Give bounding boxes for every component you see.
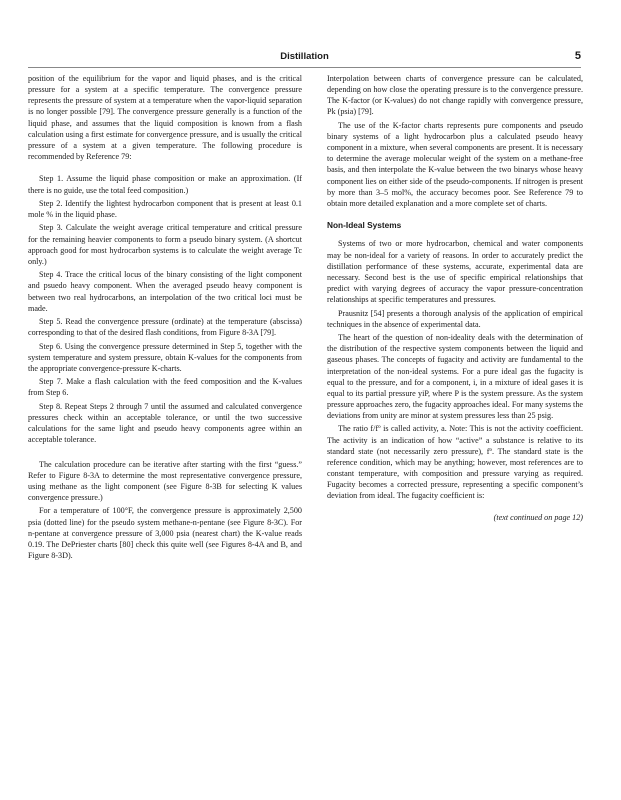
continued-note: (text continued on page 12)	[493, 512, 583, 522]
paragraph: position of the equilibrium for the vapor and liquid phases, and is the critical pressure for a system at a specific temperature. The convergence pressure represents the pressure of system at a temperature when the vapor-liquid separation is no longer possible [79]. The convergence pressure generally is a function of the liquid phase, and assumes that the liquid composition is known from a flash calculation using a first estimate for convergence pressure, and is usually the critical pressure of a system at a given temperature. The following procedure is recommended by Reference 79:	[28, 74, 302, 162]
step-8: Step 8. Repeat Steps 2 through 7 until the assumed and calculated convergence pressures check within an acceptable tolerance, or until the two successive calculations for the same light and pseudo heavy components agree within an acceptable tolerance.	[28, 401, 302, 445]
right-column	[327, 73, 583, 525]
step-6: Step 6. Using the convergence pressure determined in Step 5, together with the system temperature and system pressure, obtain K-values for the components from the appropriate convergence-pressure K-charts.	[28, 341, 302, 373]
paragraph: Prausnitz [54] presents a thorough analysis of the application of empirical techniques in the absence of experimental data.	[327, 308, 583, 329]
paragraph: Systems of two or more hydrocarbon, chemical and water components may be non-ideal for a variety of reasons. In order to accurately predict the distillation performance of these systems, accurate, experimental data are necessary. Second best is the use of specific empirical relationships that predict with varying degrees of accuracy the vapor pressure-concentration relationships at specific temperatures and pressures.	[327, 239, 583, 305]
step-3: Step 3. Calculate the weight average critical temperature and critical pressure for the remaining heavier components to form a pseudo binary system. (A shortcut approach good for most hydrocarbon systems is to calculate the weight average Tc only.)	[28, 223, 302, 266]
page-number: 5	[574, 50, 581, 62]
paragraph: For a temperature of 100°F, the convergence pressure is approximately 2,500 psia (dotted line) for the pseudo system methane-n-pentane (see Figure 8-3C). For n-pentane at convergence pressure of 3,000 psia (nearest chart) the K-value reads 0.19. The DePriester charts [80] check this quite well (see Figures 8-4A and B, and Figure 8-3D).	[28, 506, 302, 560]
header-rule	[28, 67, 581, 68]
paragraph: The calculation procedure can be iterative after starting with the first “guess.” Refer to Figure 8-3A to determine the most representative convergence pressure, using methane as the light component (see Figure 8-3B for selecting K values convergence pressure.)	[28, 459, 302, 502]
paragraph: The use of the K-factor charts represents pure components and pseudo binary systems of a light hydrocarbon plus a calculated pseudo heavy component in a mixture, when several components are present. It is necessary to determine the average molecular weight of the system on a methane-free basis, and then interpolate the K-value between the two binarys whose heavy component lies on either side of the pseudo-components. If nitrogen is present by more than 3–5 mol%, the accuracy becomes poor. See Reference 79 to obtain more detailed explanation and a more complete set of charts.	[327, 120, 583, 208]
step-2: Step 2. Identify the lightest hydrocarbon component that is present at least 0.1 mole % in the liquid phase.	[28, 198, 302, 220]
running-title: Distillation	[280, 51, 329, 62]
paragraph: The heart of the question of non-ideality deals with the determination of the distribution of the respective system components between the liquid and gaseous phases. The concepts of fugacity and activity are fundamental to the interpretation of the non-ideal systems. For a pure ideal gas the fugacity is equal to the pressure, and for a component, i, in a mixture of ideal gases it is equal to its partial pressure yiP, where P is the system pressure. As the system pressure approaches zero, the fugacity approaches ideal. For many systems the deviations from unity are minor at system pressures less than 25 psig.	[327, 333, 583, 421]
paragraph: The ratio f/fº is called activity, a. Note: This is not the activity coefficient. The activity is an indication of how “active” a substance is relative to its standard state (not necessarily zero pressure), fº. The standard state is the reference condition, which may be anything; however, most references are to constant temperature, with composition and pressure varying as required. Fugacity becomes a corrected pressure, representing a specific component’s deviation from ideal. The fugacity coefficient is:	[327, 424, 583, 501]
running-header	[28, 50, 581, 66]
step-7: Step 7. Make a flash calculation with the feed composition and the K-values from Step 6.	[28, 377, 302, 398]
left-column	[28, 73, 302, 563]
paragraph: Interpolation between charts of convergence pressure can be calculated, depending on how close the operating pressure is to the convergence pressure. The K-factor (or K-values) do not change rapidly with convergence pressure, Pk (psia) [79].	[327, 74, 583, 117]
step-4: Step 4. Trace the critical locus of the binary consisting of the light component and psuedo heavy component. When the averaged pseudo heavy component is between two real hydrocarbons, an interpolation of the two critical loci must be made.	[28, 270, 302, 313]
section-heading: Non-Ideal Systems	[327, 220, 402, 231]
step-1: Step 1. Assume the liquid phase composition or make an approximation. (If there is no guide, use the total feed composition.)	[28, 174, 302, 195]
step-5: Step 5. Read the convergence pressure (ordinate) at the temperature (abscissa) corresponding to that of the desired flash conditions, from Figure 8-3A [79].	[28, 317, 302, 338]
